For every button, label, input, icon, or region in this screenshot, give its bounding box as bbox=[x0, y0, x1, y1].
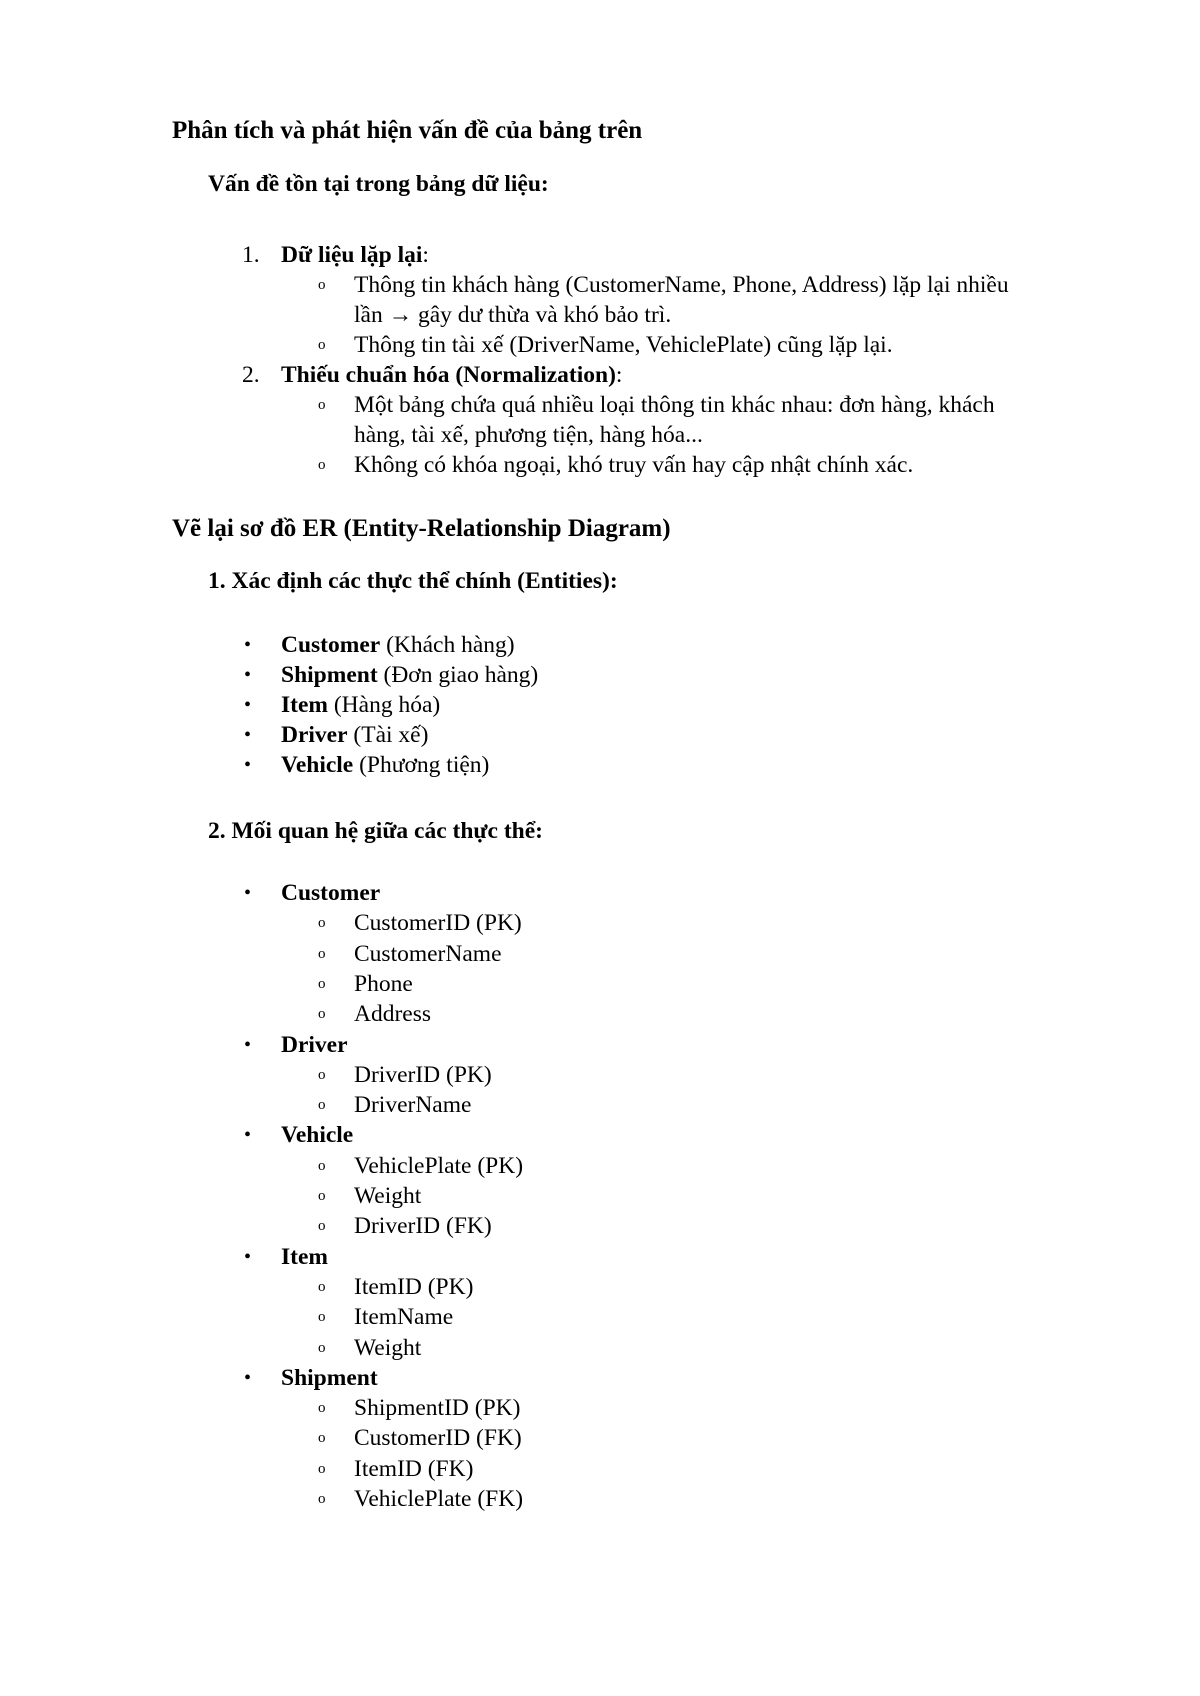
sub-item-text: Thông tin tài xế (DriverName, VehiclePlate) cũng lặp lại. bbox=[354, 332, 893, 358]
entity-name: Vehicle bbox=[281, 752, 354, 778]
circle-bullet-icon: o bbox=[318, 1278, 326, 1295]
item-number: 2. bbox=[242, 362, 260, 388]
bullet-icon: • bbox=[244, 634, 252, 656]
circle-bullet-icon: o bbox=[318, 1006, 326, 1023]
bullet-icon: • bbox=[244, 1366, 252, 1389]
circle-bullet-icon: o bbox=[318, 1188, 326, 1204]
circle-bullet-icon: o bbox=[318, 1218, 326, 1235]
entity-description: (Phương tiện) bbox=[353, 752, 490, 778]
bullet-icon: • bbox=[244, 1124, 252, 1147]
circle-bullet-icon: o bbox=[318, 1491, 326, 1507]
circle-bullet-icon: o bbox=[318, 1157, 326, 1174]
attribute-text: VehiclePlate (FK) bbox=[354, 1486, 524, 1512]
attribute-text: ItemID (PK) bbox=[354, 1273, 474, 1300]
circle-bullet-icon: o bbox=[318, 1066, 326, 1083]
relation-entity-name: Customer bbox=[281, 880, 381, 906]
circle-bullet-icon: o bbox=[318, 337, 326, 353]
entity-name: Customer bbox=[281, 632, 381, 658]
attribute-text: DriverName bbox=[354, 1092, 472, 1119]
entity-description: (Hàng hóa) bbox=[327, 692, 441, 718]
circle-bullet-icon: o bbox=[318, 975, 326, 992]
entity-description: (Tài xế) bbox=[347, 722, 429, 748]
attribute-text: CustomerID (FK) bbox=[354, 1425, 522, 1452]
item-label: Thiếu chuẩn hóa (Normalization) bbox=[281, 362, 616, 388]
circle-bullet-icon: o bbox=[318, 1400, 326, 1417]
attribute-text: VehiclePlate (PK) bbox=[354, 1152, 524, 1179]
subheading-entities: 1. Xác định các thực thể chính (Entities): bbox=[208, 568, 618, 594]
bullet-icon: • bbox=[244, 664, 252, 686]
relation-entity-name: Vehicle bbox=[281, 1122, 354, 1149]
attribute-text: Weight bbox=[354, 1334, 422, 1361]
entity-name: Driver bbox=[281, 722, 348, 748]
attribute-text: DriverID (PK) bbox=[354, 1061, 492, 1088]
section-title-analysis: Phân tích và phát hiện vấn đề của bảng trên bbox=[172, 117, 643, 144]
attribute-text: Weight bbox=[354, 1183, 422, 1209]
subheading-relations: 2. Mối quan hệ giữa các thực thể: bbox=[208, 818, 543, 844]
circle-bullet-icon: o bbox=[318, 1097, 326, 1114]
bullet-icon: • bbox=[244, 694, 252, 716]
circle-bullet-icon: o bbox=[318, 945, 326, 962]
relation-entity-name: Item bbox=[281, 1243, 328, 1270]
circle-bullet-icon: o bbox=[318, 397, 326, 413]
item-suffix: : bbox=[422, 242, 429, 268]
circle-bullet-icon: o bbox=[318, 1460, 326, 1477]
circle-bullet-icon: o bbox=[318, 277, 326, 293]
sub-item-text: lần → gây dư thừa và khó bảo trì. bbox=[354, 302, 672, 328]
entity-name: Item bbox=[281, 692, 328, 718]
attribute-text: DriverID (FK) bbox=[354, 1213, 492, 1240]
bullet-icon: • bbox=[244, 882, 252, 904]
relation-entity-name: Shipment bbox=[281, 1364, 378, 1391]
circle-bullet-icon: o bbox=[318, 457, 326, 473]
circle-bullet-icon: o bbox=[318, 1430, 326, 1447]
bullet-icon: • bbox=[244, 754, 252, 776]
item-label: Dữ liệu lặp lại bbox=[281, 242, 423, 268]
sub-item-text: hàng, tài xế, phương tiện, hàng hóa... bbox=[354, 422, 703, 448]
circle-bullet-icon: o bbox=[318, 1309, 326, 1326]
sub-item-text: Một bảng chứa quá nhiều loại thông tin khác nhau: đơn hàng, khách bbox=[354, 392, 995, 418]
attribute-text: Phone bbox=[354, 970, 413, 997]
attribute-text: Address bbox=[354, 1001, 432, 1028]
section-title-er-diagram: Vẽ lại sơ đồ ER (Entity-Relationship Diagram) bbox=[172, 515, 671, 542]
attribute-text: ItemName bbox=[354, 1304, 454, 1331]
entity-name: Shipment bbox=[281, 662, 378, 688]
item-suffix: : bbox=[615, 362, 623, 388]
circle-bullet-icon: o bbox=[318, 1339, 326, 1356]
sub-item-text: Thông tin khách hàng (CustomerName, Phone, Address) lặp lại nhiều bbox=[354, 272, 1009, 298]
item-number: 1. bbox=[242, 242, 260, 268]
attribute-text: ItemID (FK) bbox=[354, 1455, 474, 1482]
bullet-icon: • bbox=[244, 1245, 252, 1268]
sub-item-text: Không có khóa ngoại, khó truy vấn hay cập nhật chính xác. bbox=[354, 452, 914, 478]
circle-bullet-icon: o bbox=[318, 915, 326, 932]
attribute-text: CustomerName bbox=[354, 940, 502, 967]
attribute-text: CustomerID (PK) bbox=[354, 910, 522, 937]
entity-description: (Đơn giao hàng) bbox=[377, 662, 539, 688]
attribute-text: ShipmentID (PK) bbox=[354, 1395, 521, 1422]
bullet-icon: • bbox=[244, 1033, 252, 1056]
entity-description: (Khách hàng) bbox=[380, 632, 515, 658]
subheading-issues: Vấn đề tồn tại trong bảng dữ liệu: bbox=[208, 171, 549, 197]
relation-entity-name: Driver bbox=[281, 1031, 348, 1058]
bullet-icon: • bbox=[244, 724, 252, 746]
